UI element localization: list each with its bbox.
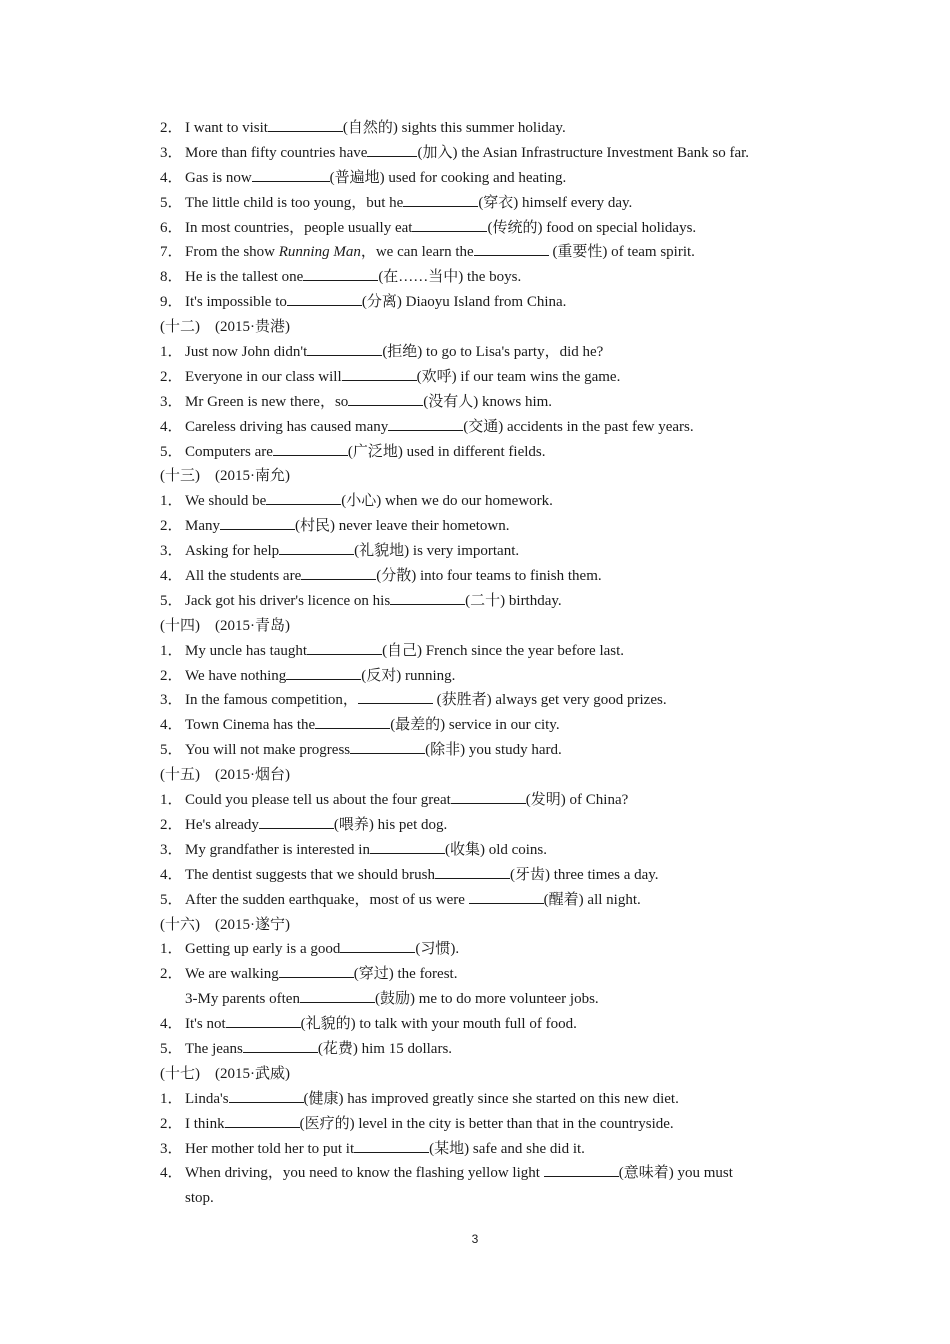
exercise-item	[160, 166, 820, 191]
exercise-item	[160, 514, 820, 539]
item-text-after: (分离) Diaoyu Island from China.	[361, 294, 567, 311]
answer-blank[interactable]	[229, 1087, 304, 1103]
item-text-before: In the famous competition，	[185, 692, 358, 709]
exercise-item	[160, 539, 820, 564]
item-text-after: (醒着) all night.	[543, 891, 641, 908]
item-text-before: He's already	[185, 816, 259, 833]
item-text-after: (分散) into four teams to finish them.	[376, 568, 602, 585]
exercise-item	[160, 1012, 820, 1037]
item-number: 5．	[160, 194, 183, 211]
item-number: 6．	[160, 219, 183, 236]
item-text-after: (鼓励) me to do more volunteer jobs.	[374, 991, 599, 1008]
answer-blank[interactable]	[300, 987, 375, 1003]
answer-blank[interactable]	[268, 116, 343, 132]
item-text-before: We should be	[185, 493, 267, 510]
answer-blank[interactable]	[315, 713, 390, 729]
item-number: 8．	[160, 269, 183, 286]
exercise-item	[160, 863, 820, 888]
item-number: 3．	[160, 841, 183, 858]
item-number: 4．	[160, 169, 183, 186]
item-text-after: (发明) of China?	[525, 792, 629, 809]
answer-blank[interactable]	[243, 1037, 318, 1053]
item-number: 4．	[160, 568, 183, 585]
exercise-item	[160, 962, 820, 987]
answer-blank[interactable]	[350, 738, 425, 754]
exercise-item	[160, 440, 820, 465]
item-text-after: (礼貌地) is very important.	[354, 543, 520, 560]
exercise-item	[160, 738, 820, 763]
item-number: 3．	[160, 692, 183, 709]
item-text-after: (收集) old coins.	[444, 841, 548, 858]
item-number: 1．	[160, 642, 183, 659]
item-text-after: (自己) French since the year before last.	[382, 642, 625, 659]
item-text-after: (传统的) food on special holidays.	[487, 219, 697, 236]
answer-blank[interactable]	[544, 1161, 619, 1177]
item-text-before: Getting up early is a good	[185, 941, 341, 958]
item-text-before: You will not make progress	[185, 742, 351, 759]
answer-blank[interactable]	[403, 191, 478, 207]
answer-blank[interactable]	[307, 639, 382, 655]
exercise-item	[160, 664, 820, 689]
answer-blank[interactable]	[342, 365, 417, 381]
item-text-before: Mr Green is new there，so	[185, 393, 349, 410]
exercise-item	[160, 937, 820, 962]
item-number: 2．	[160, 1115, 183, 1132]
answer-blank[interactable]	[370, 838, 445, 854]
exercise-item	[160, 265, 820, 290]
item-number: 5．	[160, 1040, 183, 1057]
answer-blank[interactable]	[273, 440, 348, 456]
answer-blank[interactable]	[226, 1012, 301, 1028]
exercise-item	[160, 564, 820, 589]
section-header: (十四) (2015·青岛)	[160, 617, 290, 634]
exercise-item	[160, 589, 820, 614]
item-text-before: We have nothing	[185, 667, 287, 684]
answer-blank[interactable]	[354, 1137, 429, 1153]
exercise-item	[160, 639, 820, 664]
item-number: 1．	[160, 792, 183, 809]
item-text-after: (欢呼) if our team wins the game.	[416, 368, 621, 385]
item-text-after: (花费) him 15 dollars.	[317, 1040, 453, 1057]
answer-blank[interactable]	[340, 937, 415, 953]
exercise-item	[160, 141, 820, 166]
item-text-after: (小心) when we do our homework.	[341, 493, 553, 510]
item-text-before: Just now John didn't	[185, 344, 308, 361]
exercise-item	[160, 1037, 820, 1062]
item-number: 2．	[160, 966, 183, 983]
item-text-before: In most countries，people usually eat	[185, 219, 413, 236]
item-number: 2．	[160, 816, 183, 833]
item-number: 1．	[160, 493, 183, 510]
item-text-after: (广泛地) used in different fields.	[347, 443, 546, 460]
item-text-after: (礼貌的) to talk with your mouth full of food.	[300, 1016, 577, 1033]
item-text-after: (喂养) his pet dog.	[333, 816, 448, 833]
item-number: 9．	[160, 294, 183, 311]
item-text-after: (除非) you study hard.	[425, 742, 562, 759]
exercise-item	[160, 1112, 820, 1137]
answer-blank[interactable]	[220, 514, 295, 530]
item-text-before: Her mother told her to put it	[185, 1140, 355, 1157]
item-text-before: I think	[185, 1115, 225, 1132]
answer-blank[interactable]	[279, 962, 354, 978]
answer-blank[interactable]	[451, 788, 526, 804]
exercise-item	[160, 340, 820, 365]
item-text-after: (穿过) the forest.	[353, 966, 458, 983]
item-text-before: Gas is now	[185, 169, 252, 186]
answer-blank[interactable]	[474, 240, 549, 256]
answer-blank[interactable]	[435, 863, 510, 879]
exercise-item	[160, 216, 820, 241]
answer-blank[interactable]	[390, 589, 465, 605]
answer-blank[interactable]	[307, 340, 382, 356]
section-header: (十七) (2015·武威)	[160, 1065, 290, 1082]
exercise-item-continuation: stop.	[185, 1190, 214, 1207]
answer-blank[interactable]	[225, 1112, 300, 1128]
item-text-after: (自然的) sights this summer holiday.	[342, 120, 566, 136]
item-number: 1．	[160, 1090, 183, 1107]
page-number: 3	[471, 1232, 479, 1246]
item-number: 3．	[160, 144, 183, 161]
exercise-item	[160, 1137, 820, 1162]
item-number: 5．	[160, 891, 183, 908]
item-text-after: (意味着) you must	[618, 1165, 733, 1182]
exercise-item	[160, 365, 820, 390]
item-text-before: Asking for help	[185, 543, 280, 560]
exercise-item	[160, 290, 820, 315]
section-header: (十三) (2015·南允)	[160, 468, 290, 485]
answer-blank[interactable]	[286, 664, 361, 680]
item-text-before-2: ，we can learn the	[360, 244, 474, 261]
section-header: (十六) (2015·遂宁)	[160, 916, 290, 933]
answer-blank[interactable]	[259, 813, 334, 829]
answer-blank[interactable]	[388, 415, 463, 431]
item-text-after: (穿衣) himself every day.	[478, 194, 633, 211]
exercise-item	[160, 116, 820, 141]
exercise-item	[160, 240, 820, 265]
item-text-after: (获胜者) always get very good prizes.	[432, 692, 667, 709]
item-number: 4．	[160, 717, 183, 734]
exercise-item	[160, 191, 820, 216]
item-text-after: (健康) has improved greatly since she started on this new diet.	[303, 1090, 679, 1107]
answer-blank[interactable]	[266, 489, 341, 505]
item-number: 4．	[160, 1165, 183, 1182]
exercise-item	[160, 813, 820, 838]
item-text-before: Town Cinema has the	[185, 717, 316, 734]
item-number: 4．	[160, 1016, 183, 1033]
item-text-before: 3-My parents often	[185, 991, 300, 1008]
item-number: 4．	[160, 418, 183, 435]
item-number: 2．	[160, 667, 183, 684]
exercise-list	[160, 116, 820, 1211]
answer-blank[interactable]	[303, 265, 378, 281]
item-text-after: (牙齿) three times a day.	[509, 866, 659, 883]
item-text-before: Computers are	[185, 443, 273, 460]
item-text-after: (村民) never leave their hometown.	[295, 518, 510, 535]
exercise-item	[160, 415, 820, 440]
section-header: (十五) (2015·烟台)	[160, 767, 290, 784]
item-number: 2．	[160, 120, 183, 136]
item-italic-title: Running Man	[278, 244, 361, 261]
exercise-item	[160, 987, 820, 1012]
item-text-before: Careless driving has caused many	[185, 418, 389, 435]
answer-blank[interactable]	[301, 564, 376, 580]
item-text-before: All the students are	[185, 568, 302, 585]
item-text-after: (拒绝) to go to Lisa's party，did he?	[382, 344, 604, 361]
item-text-after: (某地) safe and she did it.	[429, 1140, 585, 1157]
item-number: 3．	[160, 1140, 183, 1157]
item-number: 5．	[160, 443, 183, 460]
item-text-before: We are walking	[185, 966, 279, 983]
item-text-before: The dentist suggests that we should brush	[185, 866, 435, 883]
item-text-before: I want to visit	[185, 120, 268, 136]
item-text-before: The jeans	[185, 1040, 243, 1057]
section-header: (十二) (2015·贵港)	[160, 319, 290, 336]
item-text-before: After the sudden earthquake，most of us were	[185, 891, 469, 908]
exercise-item	[160, 888, 820, 913]
item-text-before: My grandfather is interested in	[185, 841, 370, 858]
item-number: 1．	[160, 344, 183, 361]
exercise-item	[160, 390, 820, 415]
item-text-before: From the show	[185, 244, 279, 261]
item-number: 4．	[160, 866, 183, 883]
item-text-after: (二十) birthday.	[465, 592, 562, 609]
item-text-before: It's impossible to	[185, 294, 287, 311]
item-text-before: It's not	[185, 1016, 226, 1033]
exercise-item	[160, 713, 820, 738]
item-text-before: Jack got his driver's licence on his	[185, 592, 391, 609]
item-number: 7．	[160, 244, 183, 261]
item-number: 2．	[160, 368, 183, 385]
item-text-before: Many	[185, 518, 220, 535]
item-text-after: (习惯).	[415, 941, 460, 958]
exercise-item	[160, 688, 820, 713]
item-text-after: (没有人) knows him.	[423, 393, 553, 410]
item-text-after: (医疗的) level in the city is better than that in the countryside.	[299, 1115, 674, 1132]
item-text-after: (交通) accidents in the past few years.	[463, 418, 694, 435]
item-text-after: (普遍地) used for cooking and heating.	[329, 169, 567, 186]
answer-blank[interactable]	[287, 290, 362, 306]
answer-blank[interactable]	[279, 539, 354, 555]
answer-blank[interactable]	[358, 688, 433, 704]
item-text-before: Could you please tell us about the four great	[185, 792, 451, 809]
item-text-after: (最差的) service in our city.	[390, 717, 560, 734]
item-text-before: My uncle has taught	[185, 642, 308, 659]
item-number: 3．	[160, 393, 183, 410]
item-text-after: (在……当中) the boys.	[378, 269, 522, 286]
item-text-before: When driving，you need to know the flashing yellow light	[185, 1165, 544, 1182]
item-text-before: Linda's	[185, 1090, 229, 1107]
exercise-item	[160, 489, 820, 514]
item-number: 3．	[160, 543, 183, 560]
item-text-after: (重要性) of team spirit.	[548, 244, 695, 261]
item-text-before: Everyone in our class will	[185, 368, 342, 385]
exercise-item	[160, 1161, 820, 1186]
answer-blank[interactable]	[252, 166, 330, 182]
exercise-item	[160, 1087, 820, 1112]
item-text-before: The little child is too young，but he	[185, 194, 404, 211]
item-number: 1．	[160, 941, 183, 958]
item-number: 5．	[160, 592, 183, 609]
answer-blank[interactable]	[412, 216, 487, 232]
item-text-after: (加入) the Asian Infrastructure Investment Bank so far.	[417, 144, 750, 161]
item-text-before: He is the tallest one	[185, 269, 304, 286]
answer-blank[interactable]	[367, 141, 417, 157]
item-text-before: More than fifty countries have	[185, 144, 368, 161]
exercise-item	[160, 838, 820, 863]
item-number: 5．	[160, 742, 183, 759]
answer-blank[interactable]	[469, 888, 544, 904]
answer-blank[interactable]	[348, 390, 423, 406]
exercise-item	[160, 788, 820, 813]
item-number: 2．	[160, 518, 183, 535]
item-text-after: (反对) running.	[361, 667, 456, 684]
